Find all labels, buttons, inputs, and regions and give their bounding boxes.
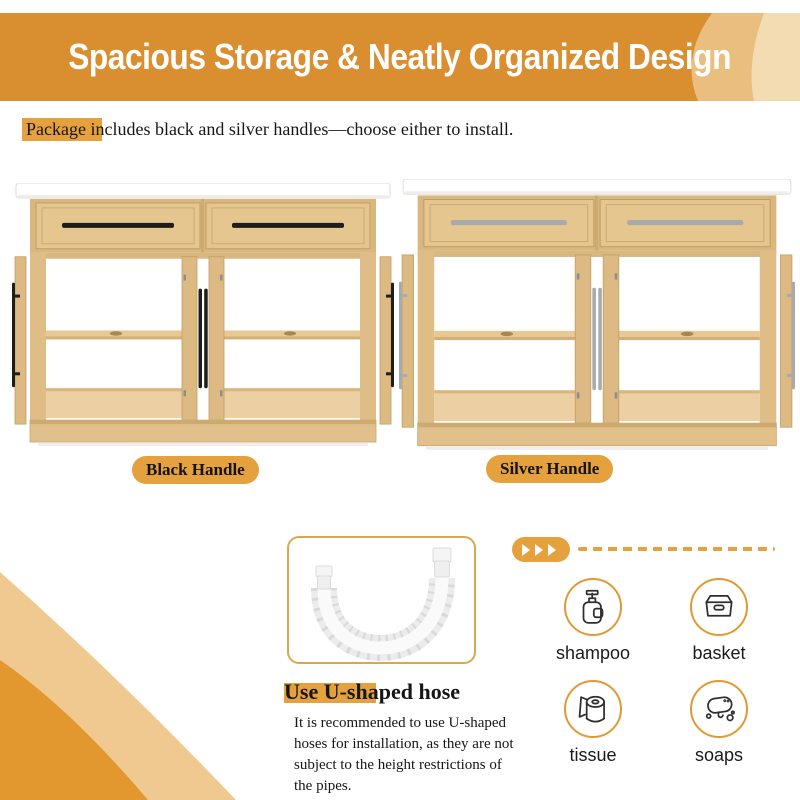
silver-handle-label: Silver Handle xyxy=(500,459,600,478)
vanity-silver-handle-photo xyxy=(399,179,795,458)
feature-shampoo-label: shampoo xyxy=(555,643,631,663)
hose-heading: Use U-shaped hose xyxy=(284,679,461,704)
feature-basket xyxy=(690,578,748,664)
vanity-black-handle-photo xyxy=(12,183,394,454)
banner-title: Spacious Storage & Neatly Organized Design xyxy=(68,36,732,77)
tissue-icon xyxy=(574,690,612,728)
corner-decoration xyxy=(0,558,240,800)
vanity-silver-illustration xyxy=(399,179,795,458)
hose-body: It is recommended to use U-shaped hoses for installation, as they are not subject to the height restrictions of the pipes. xyxy=(294,715,514,794)
basket-icon xyxy=(700,588,738,626)
shampoo-icon xyxy=(574,588,612,626)
arrow-chevrons-icon xyxy=(512,537,570,562)
soaps-circle xyxy=(690,680,748,738)
vanity-black-illustration xyxy=(12,183,394,454)
feature-tissue-label: tissue xyxy=(569,745,617,765)
black-handle-label: Black Handle xyxy=(146,460,245,479)
triple-chevron-icon xyxy=(521,543,561,557)
intro-line xyxy=(0,114,800,146)
feature-soaps-label: soaps xyxy=(694,745,744,765)
basket-circle xyxy=(690,578,748,636)
u-hose-image-box xyxy=(287,536,476,664)
hose-text-block xyxy=(284,679,519,797)
u-hose-illustration xyxy=(289,538,474,662)
black-handle-badge xyxy=(132,456,259,484)
feature-tissue xyxy=(564,680,622,766)
shampoo-circle xyxy=(564,578,622,636)
silver-handle-badge xyxy=(486,455,613,483)
soaps-icon xyxy=(700,690,738,728)
banner xyxy=(0,13,800,101)
feature-grid xyxy=(540,578,772,766)
intro-text: Package includes black and silver handles—choose either to install. xyxy=(26,119,514,139)
feature-shampoo xyxy=(556,578,630,664)
tissue-circle xyxy=(564,680,622,738)
feature-soaps xyxy=(690,680,748,766)
dashed-line xyxy=(578,547,775,551)
feature-basket-label: basket xyxy=(692,643,746,663)
